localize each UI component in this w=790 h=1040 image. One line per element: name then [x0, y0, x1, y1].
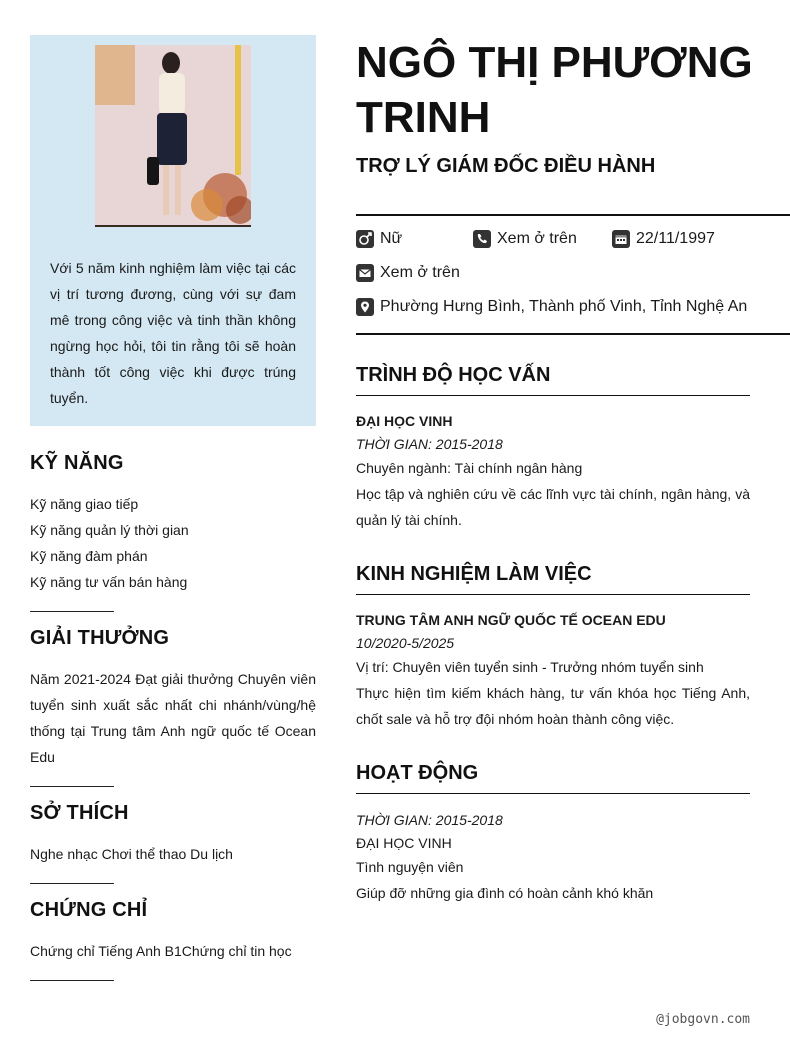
experience-time: 10/2020-5/2025: [356, 635, 455, 651]
divider: [356, 333, 790, 335]
gender-value: Nữ: [380, 230, 403, 247]
birthday-value: 22/11/1997: [636, 230, 715, 247]
activities-desc: Giúp đỡ những gia đình có hoàn cảnh khó khăn: [356, 885, 654, 901]
mail-icon: [356, 264, 374, 282]
activities-time: THỜI GIAN: 2015-2018: [356, 812, 503, 828]
hobbies-section: [30, 802, 316, 867]
contact-row-2: [356, 263, 460, 283]
education-title: TRÌNH ĐỘ HỌC VẤN: [356, 364, 750, 396]
profile-photo: [95, 45, 251, 227]
divider: [30, 883, 114, 884]
activities-org: ĐẠI HỌC VINH: [356, 835, 452, 851]
left-column: [30, 35, 316, 426]
skill-item: Kỹ năng giao tiếp: [30, 496, 139, 512]
experience-position: Vị trí: Chuyên viên tuyển sinh - Trưởng nhóm tuyển sinh: [356, 659, 704, 675]
divider: [30, 611, 114, 612]
header: [356, 35, 790, 178]
skill-item: Kỹ năng đàm phán: [30, 548, 148, 564]
awards-section: [30, 627, 316, 770]
calendar-icon: [612, 230, 630, 248]
address-value: Phường Hưng Bình, Thành phố Vinh, Tỉnh Nghệ An: [380, 298, 748, 315]
profile-box: [30, 35, 316, 426]
awards-title: GIẢI THƯỞNG: [30, 627, 170, 649]
hobbies-text: Nghe nhạc Chơi thể thao Du lịch: [30, 846, 233, 862]
location-pin-icon: [356, 298, 374, 316]
gender-icon: [356, 230, 374, 248]
phone-icon: [473, 230, 491, 248]
education-major: Chuyên ngành: Tài chính ngân hàng: [356, 460, 583, 476]
experience-title: KINH NGHIỆM LÀM VIỆC: [356, 563, 750, 595]
contact-row-3: [356, 297, 747, 317]
hobbies-title: SỞ THÍCH: [30, 802, 129, 824]
skills-section: [30, 452, 316, 595]
awards-text: Năm 2021-2024 Đạt giải thưởng Chuyên viên tuyển sinh xuất sắc nhất chi nhánh/vùng/hệ thống tại Trung tâm Anh ngữ quốc tế Ocean Edu: [30, 671, 316, 765]
activities-title: HOẠT ĐỘNG: [356, 762, 750, 794]
certificates-section: [30, 899, 316, 964]
candidate-role: TRỢ LÝ GIÁM ĐỐC ĐIỀU HÀNH: [356, 155, 656, 177]
phone-field: [473, 229, 612, 249]
experience-block: [356, 608, 750, 732]
experience-company: TRUNG TÂM ANH NGỮ QUỐC TẾ OCEAN EDU: [356, 612, 666, 628]
education-school: ĐẠI HỌC VINH: [356, 413, 453, 429]
skill-item: Kỹ năng tư vấn bán hàng: [30, 574, 188, 590]
divider: [30, 980, 114, 981]
email-value: Xem ở trên: [380, 264, 460, 281]
footer-watermark: @jobgovn.com: [656, 1012, 750, 1027]
contact-row-1: [356, 229, 715, 249]
divider: [356, 214, 790, 216]
birthday-field: [612, 229, 715, 249]
divider: [30, 786, 114, 787]
phone-value: Xem ở trên: [497, 230, 577, 247]
education-desc: Học tập và nghiên cứu về các lĩnh vực tài chính, ngân hàng, và quản lý tài chính.: [356, 486, 750, 528]
activities-role: Tình nguyện viên: [356, 859, 464, 875]
profile-summary: Với 5 năm kinh nghiệm làm việc tại các vị trí tương đương, cùng với sự đam mê trong công việc và tinh thần không ngừng học hỏi, tôi tin rằng tôi sẽ hoàn thành tốt công việc khi được trúng tuyển.: [50, 260, 296, 406]
activities-block: [356, 808, 750, 906]
certificates-text: Chứng chỉ Tiếng Anh B1Chứng chỉ tin học: [30, 943, 292, 959]
education-block: [356, 409, 750, 533]
skill-item: Kỹ năng quản lý thời gian: [30, 522, 189, 538]
education-time: THỜI GIAN: 2015-2018: [356, 436, 503, 452]
certificates-title: CHỨNG CHỈ: [30, 899, 148, 921]
experience-desc: Thực hiện tìm kiếm khách hàng, tư vấn khóa học Tiếng Anh, chốt sale và hỗ trợ đội nhóm hoàn thành công việc.: [356, 685, 750, 727]
skills-title: KỸ NĂNG: [30, 452, 124, 474]
gender-field: [356, 229, 473, 249]
candidate-name: NGÔ THỊ PHƯƠNG TRINH: [356, 38, 753, 142]
